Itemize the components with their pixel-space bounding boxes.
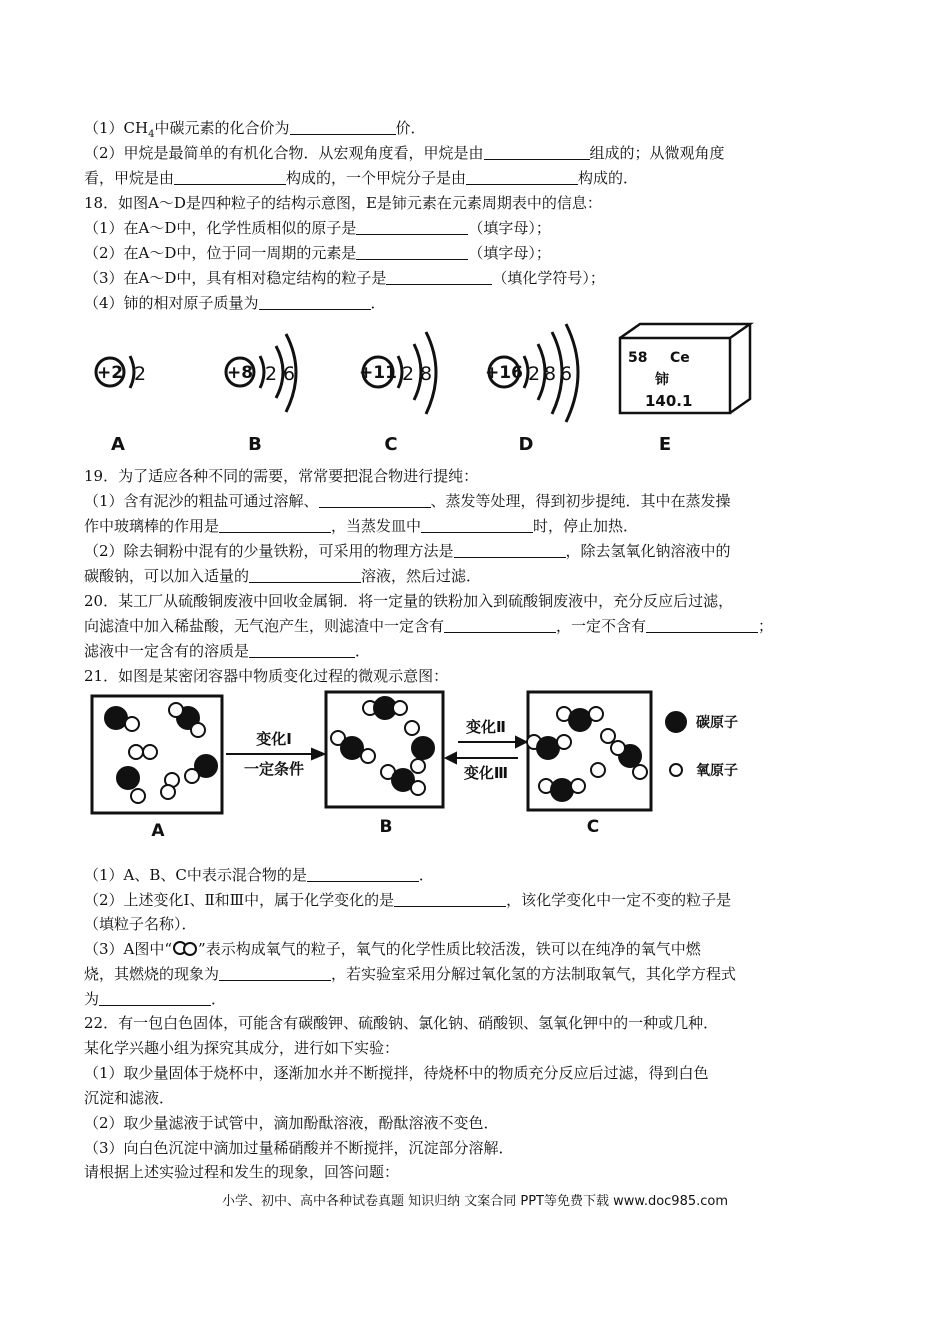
q18-part2: （2）在A～D中，位于同一周期的元素是 （填字母）； xyxy=(84,244,551,262)
q22-line4: 沉淀和滤液． xyxy=(84,1089,175,1107)
answer-blank[interactable] xyxy=(646,618,758,633)
q21-part3-line2: 烧，其燃烧的现象为 ，若实验室采用分解过氧化氢的方法制取氧气，其化学方程式 xyxy=(84,965,737,983)
change-2-label: 变化Ⅱ xyxy=(466,718,506,736)
reaction-micro-figure xyxy=(88,686,753,846)
answer-blank[interactable] xyxy=(444,618,556,633)
answer-blank[interactable] xyxy=(356,245,468,260)
electron-count: 2 xyxy=(402,363,415,385)
q22-line3: （1）取少量固体于烧杯中，逐渐加水并不断搅拌，待烧杯中的物质充分反应后过滤，得到白色 xyxy=(84,1064,709,1082)
answer-blank[interactable] xyxy=(219,518,331,533)
answer-blank[interactable] xyxy=(219,966,331,981)
q20-line2: 向滤渣中加入稀盐酸，无气泡产生，则滤渣中一定含有 ，一定不含有 ； xyxy=(84,617,774,635)
answer-blank[interactable] xyxy=(386,270,492,285)
q20-line3: 滤液中一定含有的溶质是 ． xyxy=(84,642,371,660)
q17-line3: 看，甲烷是由 构成的，一个甲烷分子是由 构成的． xyxy=(84,169,639,187)
legend-oxygen: 氧原子 xyxy=(696,763,738,779)
q22-line7: 请根据上述实验过程和发生的现象，回答问题： xyxy=(84,1163,400,1181)
q21-part2: （2）上述变化Ⅰ、Ⅱ和Ⅲ中，属于化学变化的是 ，该化学变化中一定不变的粒子是 xyxy=(84,891,732,909)
q18-part4: （4）铈的相对原子质量为 ． xyxy=(84,294,386,312)
q22-line5: （2）取少量滤液于试管中，滴加酚酞溶液，酚酞溶液不变色． xyxy=(84,1114,499,1132)
label-a: A xyxy=(111,434,125,455)
q18-part3: （3）在A～D中，具有相对稳定结构的粒子是 （填化学符号）； xyxy=(84,269,605,287)
label-c: C xyxy=(384,434,398,455)
label-a: A xyxy=(151,821,165,841)
q22-line1: 22．有一包白色固体，可能含有碳酸钾、硫酸钠、氯化钠、硝酸钡、氢氧化钾中的一种或几种． xyxy=(84,1014,719,1032)
oxygen-molecule-icon xyxy=(172,940,198,956)
nucleus-charge-a: +2 xyxy=(96,363,124,383)
q22-line2: 某化学兴趣小组为探究其成分，进行如下实验： xyxy=(84,1039,400,1057)
answer-blank[interactable] xyxy=(319,493,431,508)
carbon-legend-icon xyxy=(666,712,686,732)
atomic-mass: 140.1 xyxy=(645,392,693,410)
answer-blank[interactable] xyxy=(99,991,211,1006)
answer-blank[interactable] xyxy=(249,643,355,658)
label-e: E xyxy=(658,434,672,455)
q20-line1: 20．某工厂从硫酸铜废液中回收金属铜．将一定量的铁粉加入到硫酸铜废液中，充分反应后过滤， xyxy=(84,592,734,610)
label-b: B xyxy=(248,434,262,455)
q19-line2: 作中玻璃棒的作用是 ，当蒸发皿中 时，停止加热． xyxy=(84,517,639,535)
electron-count: 8 xyxy=(420,363,433,385)
element-symbol: Ce xyxy=(670,350,690,366)
q17-line1: $(1)CH_4$中碳元素的化合价为 价． xyxy=(84,119,426,140)
electron-count: 2 xyxy=(528,363,541,385)
electron-count: 8 xyxy=(544,363,557,385)
atom-structure-figure xyxy=(80,320,760,460)
q21-part3: （3）A图中“ ”表示构成氧气的粒子，氧气的化学性质比较活泼，铁可以在纯净的氧气中燃 xyxy=(84,940,701,958)
electron-count: 6 xyxy=(283,363,296,385)
page-footer: 小学、初中、高中各种试卷真题 知识归纳 文案合同 PPT等免费下载 www.doc985.com xyxy=(221,1194,729,1209)
change-1-label: 变化Ⅰ xyxy=(256,730,292,748)
q17-line2: （2）甲烷是最简单的有机化合物．从宏观角度看，甲烷是由 组成的；从微观角度 xyxy=(84,144,725,162)
answer-blank[interactable] xyxy=(466,170,578,185)
answer-blank[interactable] xyxy=(249,568,361,583)
label-d: D xyxy=(518,434,534,455)
q22-line6: （3）向白色沉淀中滴加过量稀硝酸并不断搅拌，沉淀部分溶解． xyxy=(84,1139,514,1157)
q18-part1: （1）在A～D中，化学性质相似的原子是 （填字母）； xyxy=(84,219,551,237)
q19-line3: （2）除去铜粉中混有的少量铁粉，可采用的物理方法是 ，除去氢氧化钠溶液中的 xyxy=(84,542,731,560)
q21-stem: 21．如图是某密闭容器中物质变化过程的微观示意图： xyxy=(84,667,449,685)
nucleus-charge-b: +8 xyxy=(226,363,254,383)
oxygen-legend-icon xyxy=(670,764,682,776)
nucleus-charge-d: +16 xyxy=(485,363,523,383)
q19-line4: 碳酸钠，可以加入适量的 溶液，然后过滤． xyxy=(84,567,482,585)
answer-blank[interactable] xyxy=(290,120,396,135)
q19-stem: 19．为了适应各种不同的需要，常常要把混合物进行提纯： xyxy=(84,467,479,485)
atomic-number: 58 xyxy=(628,350,648,366)
label-b: B xyxy=(379,817,393,837)
answer-blank[interactable] xyxy=(174,170,286,185)
element-name: 铈 xyxy=(655,372,669,388)
change-1-condition: 一定条件 xyxy=(243,760,305,778)
legend-carbon: 碳原子 xyxy=(696,715,738,731)
change-3-label: 变化Ⅲ xyxy=(463,764,509,782)
answer-blank[interactable] xyxy=(307,867,419,882)
q21-part1: （1）A、B、C中表示混合物的是 ． xyxy=(84,866,434,884)
q21-part3-line3: 为 ． xyxy=(84,990,227,1008)
answer-blank[interactable] xyxy=(421,518,533,533)
electron-count: 2 xyxy=(134,363,147,385)
q21-part2-cont: （填粒子名称）． xyxy=(84,915,197,933)
q19-line1: （1）含有泥沙的粗盐可通过溶解、 、蒸发等处理，得到初步提纯．其中在蒸发操 xyxy=(84,492,731,510)
answer-blank[interactable] xyxy=(394,892,506,907)
answer-blank[interactable] xyxy=(454,543,566,558)
nucleus-charge-c: +11 xyxy=(359,363,397,383)
answer-blank[interactable] xyxy=(484,145,590,160)
electron-count: 6 xyxy=(560,363,573,385)
answer-blank[interactable] xyxy=(356,220,468,235)
answer-blank[interactable] xyxy=(259,295,371,310)
q18-stem: 18．如图A～D是四种粒子的结构示意图，E是铈元素在元素周期表中的信息： xyxy=(84,194,602,212)
label-c: C xyxy=(586,817,600,837)
electron-shell-arc xyxy=(260,356,264,388)
electron-count: 2 xyxy=(265,363,278,385)
